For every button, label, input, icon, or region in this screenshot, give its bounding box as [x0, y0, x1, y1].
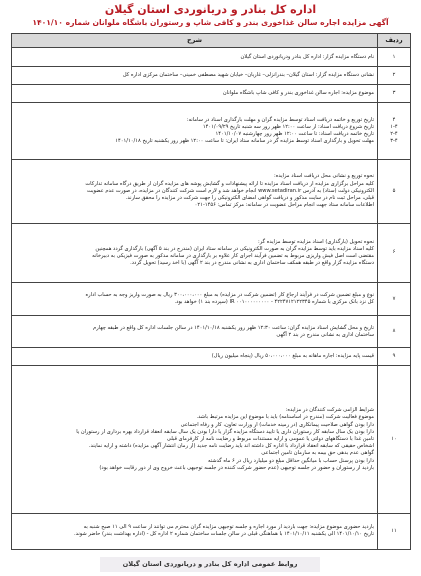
row-number: ۹	[392, 353, 396, 360]
row-description-cell	[12, 159, 378, 223]
description-line: قبلی، مراحل ثبت نام در سایت مذکور و دریافت گواهی امضای الکترونیکی را جهت شرکت در مزایده را محقق سازند.	[125, 194, 374, 201]
description-line: نشانی دستگاه مزایده گزار: استان گیلان– بندرانزلی– غازیان– خیابان شهید مصطفی خمینی– ساختمان مرکزی اداره کل	[122, 72, 374, 79]
description-line: دارا بودن یک سال سابقه کار رستوران داری یا تایید دستگاه مزایده گزار یا دارا بودن یک سال سابقه انعقاد قرارداد بهره برداری از رستوران یا	[76, 428, 374, 435]
description-line: تاریخ و محل گشایش اسناد مزایده گران: ساعت ۱۲:۳۰ ظهر روز یکشنبه ۱۴۰۱/۱۰/۱۸ در سالن جلسات اداره کل واقع در طبقه چهارم	[93, 324, 374, 331]
description-line: کل نزد بانک مرکزی با شماره ۴۲۲۴۷۱۲۱۲۲۳۴۵ - ۰۰۱۰۰۰۰۰۰۰۰۰ IR (سپرده بند ۱) خواهد بود.	[174, 299, 374, 306]
description-line: دارا بودن گواهی صلاحیت پیمانکاری (در زمینه خدمات) از وزارت تعاون، کار و رفاه اجتماعی	[180, 421, 374, 428]
table-row	[12, 282, 411, 315]
table-row	[12, 159, 411, 223]
row-number: ۴	[392, 116, 396, 123]
description-line: اشخاص حقیقی که سابقه انعقاد قرارداد با اداره کل داشته اند باید رضایت نامه جدید (از زمان انتشار آگهی مزایده) داشته و ارایه نمایند.	[88, 443, 374, 450]
row-description-cell	[12, 67, 378, 85]
row-number-cell	[378, 282, 411, 315]
row-description-cell	[12, 316, 378, 348]
description-line: شرایط الزامی شرکت کنندگان در مزایده:	[285, 407, 374, 414]
table-row	[12, 316, 411, 348]
notice-title: اداره کل بنادر و دریانوردی استان گیلان	[104, 3, 317, 16]
row-number-cell	[378, 85, 411, 103]
description-line: نام دستگاه مزایده گزار: اداره کل بنادر ودریانوردی استان گیلان	[240, 53, 374, 60]
description-line: نحوه تحویل (بارگذاری) اسناد مزایده توسط مزایده گر:	[258, 238, 374, 245]
description-line: موضوع مزایده: اجاره سالن غذاخوری بندر و کافی شاپ باشگاه ملوانان	[222, 90, 374, 97]
column-header-row-number: ردیف	[378, 34, 411, 48]
row-description-cell	[12, 223, 378, 282]
table-row	[12, 85, 411, 103]
notice-subtitle: آگهی مزایده اجاره سالن غذاخوری بندر و کافی شاپ و رستوران باشگاه ملوانان شماره ۱۴۰۱/۱۰	[32, 18, 389, 27]
table-row	[12, 366, 411, 514]
row-number: ۱-۴	[390, 123, 398, 130]
description-line: بازدید حضوری موضوع مزایده: جهت بازدید از مورد اجاره و جلسه توجیهی مزایده گران محترم می توانند از ساعت ۹ الی ۱۱ صبح شنبه به	[83, 524, 374, 531]
table-row	[12, 513, 411, 549]
row-description-cell	[12, 85, 378, 103]
row-number-cell	[378, 366, 411, 514]
description-line: اطلاعات سامانه ستاد جهت انجام مراحل عضویت در سامانه: مرکز تماس: ۱۴۵۶-۰۲۱	[194, 202, 374, 209]
row-number: ۲-۴	[390, 131, 398, 138]
description-line: دستگاه مزایده گزار واقع در طبقه همکف ساختمان اداری به نشانی مندرج در بند ۲ آگهی (با اخذ رسید) تحویل گردد.	[130, 260, 374, 267]
column-header-description: شرح	[12, 34, 378, 48]
description-line: بازدید از رستوران و حضور در جلسه توجیهی (عدم حضور شرکت کننده در جلسه توجیهی باعث خروج وی از دور رقابت خواهد بود)	[99, 464, 374, 471]
row-number: ۳	[392, 90, 396, 97]
row-number-cell	[378, 48, 411, 67]
row-number: ۷	[392, 295, 396, 302]
row-number: ۶	[392, 249, 396, 256]
row-description-cell	[12, 282, 378, 315]
description-line: نوع و مبلغ تضمین شرکت در فرآیند ارجاع کار (تضمین شرکت در مزایده) به مبلغ ۳۰۰،۰۰۰،۰۰۰ ریال به صورت واریز وجه به حساب اداره	[85, 291, 374, 298]
description-line: ساختمان اداری به نشانی مندرج در بند ۲ آگهی	[276, 331, 374, 338]
row-description-cell	[12, 366, 378, 514]
description-line: تاریخ شروع دریافت اسناد: از ساعت ۱۲:۰۰ ظهر روز سه شنبه تاریخ ۱۴۰۱/۰۹/۲۹	[202, 123, 374, 130]
row-number: ۱	[392, 53, 396, 60]
description-line: مهلت تحویل و بارگذاری اسناد توسط مزایده گر در سامانه ستاد ایران: تا ساعت ۱۲:۰۰ ظهر روز یکشنبه تاریخ ۱۴۰۱/۱۰/۱۸	[115, 138, 374, 145]
table-row	[12, 103, 411, 159]
table-row	[12, 48, 411, 67]
row-description-cell	[12, 48, 378, 67]
description-line: کلیه اسناد مزایده باید توسط مزایده گران به صورت الکترونیکی در سامانه ستاد ایران (مندرج در بند ۵ آگهی) بارگذاری گردد همچنین	[95, 245, 374, 252]
row-number-cell	[378, 67, 411, 85]
description-line: دارا بودن پرسنل حساب با میانگین حداقل مبلغ دو میلیارد ریال در ۶ ماه گذشته	[207, 457, 374, 464]
description-line: قیمت پایه مزایده: اجاره ماهانه به مبلغ ۵۰،۰۰۰،۰۰۰ ریال (پنجاه میلیون ریال)	[211, 353, 374, 360]
row-number-cell	[378, 513, 411, 549]
description-line: کلیه مراحل برگزاری مزایده از دریافت اسناد مزایده تا ارائه پیشنهادات و گشایش پوشه های مزایده گران از طریق درگاه سامانه تدارکات	[85, 180, 374, 187]
table-row	[12, 67, 411, 85]
row-number: ۸	[392, 328, 396, 335]
row-number: ۳-۴	[390, 138, 398, 145]
description-line: تاریخ ۱۴۰۱/۱۰/۱۰ الی یکشنبه ۱۴۰۱/۱۰/۱۱ با هماهنگی قبلی در سالن جلسات ساختمان شماره ۲ اداره کل - (اداره بهداشت بندر) حاضر شوند.	[74, 531, 374, 538]
row-description-cell	[12, 103, 378, 159]
description-line: تاریخ توزیع و خاتمه دریافت اسناد توسط مزایده گران و مهلت بارگذاری اسناد در سامانه:	[186, 116, 374, 123]
table-row	[12, 223, 411, 282]
table-header-row	[12, 34, 411, 48]
row-number-cell	[378, 159, 411, 223]
description-line: تاریخ خاتمه دریافت اسناد: تا ساعت ۱۲:۰۰ ظهر روز چهارشنبه ۱۴۰۱/۱۰/۰۷	[215, 131, 374, 138]
row-description-cell	[12, 348, 378, 366]
footer-credit: روابط عمومی اداره کل بنادر و دریانوردی استان گیلان	[100, 557, 320, 572]
description-line: گواهی عدم بدهی حق بیمه به سازمان تامین اجتماعی	[261, 450, 374, 457]
table-row	[12, 348, 411, 366]
row-number-cell	[378, 103, 411, 159]
description-line: نحوه توزیع و نشانی محل دریافت اسناد مزایده:	[273, 173, 374, 180]
notice-table	[11, 33, 411, 550]
row-number: ۵	[392, 187, 396, 194]
description-line: تامین غذا با دستگاههای دولتی یا عمومی و ارایه مستندات مربوط و رضایت نامه از کارفرمای قبلی	[166, 436, 374, 443]
row-number: ۱۱	[391, 527, 397, 534]
row-number-cell	[378, 348, 411, 366]
row-number-cell	[378, 223, 411, 282]
description-line: مقتضی است اصل فیش واریزی مربوط به تضمین فرآیند اجرای کار علاوه بر بارگذاری در سامانه مذکور به صورت فیزیکی به دبیرخانه	[92, 252, 374, 259]
description-line: الکترونیکی دولت (ستاد) به آدرس www.setadiran.ir انجام خواهد شد و لازم است شرکت کنندگان در مزایده، در صورت عدم عضویت	[87, 187, 374, 194]
description-line: موضوع فعالیت شرکت (مندرج در اساسنامه) باید با موضوع این مزایده مرتبط باشد.	[196, 414, 374, 421]
row-description-cell	[12, 513, 378, 549]
row-number: ۲	[392, 72, 396, 79]
row-number: ۱۰	[391, 436, 397, 443]
row-number-cell	[378, 316, 411, 348]
